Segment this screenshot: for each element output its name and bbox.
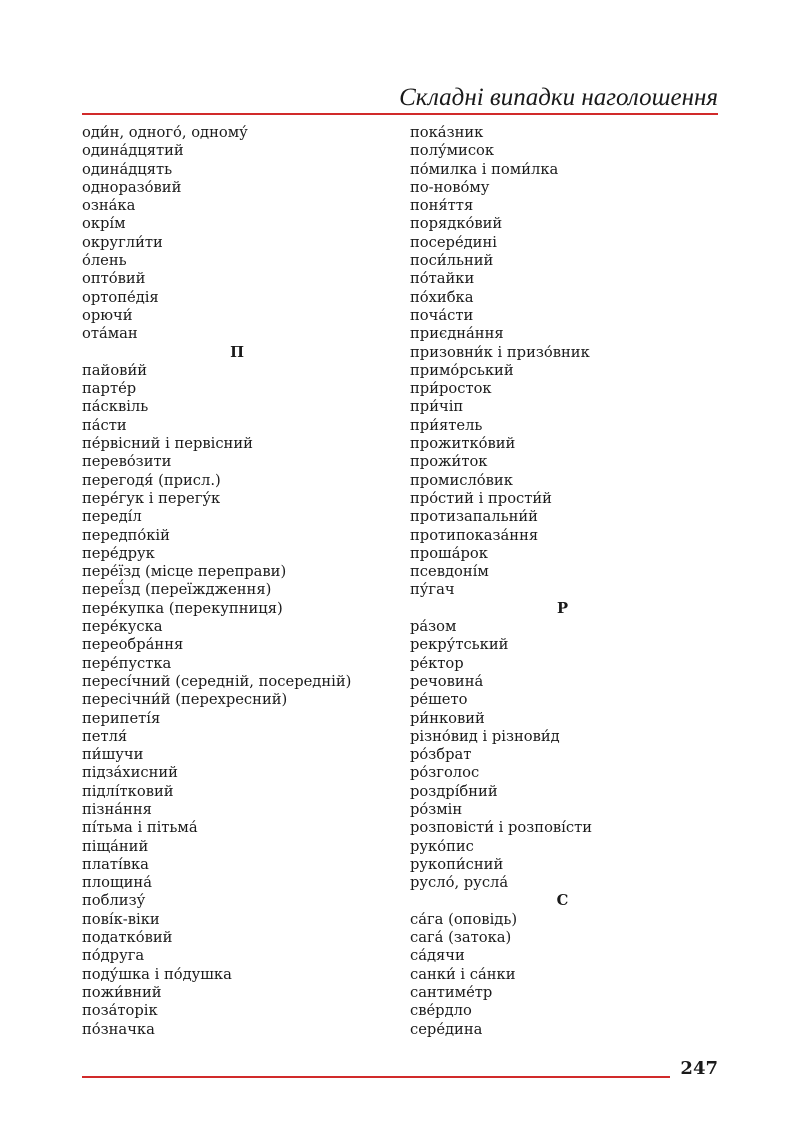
- dictionary-entry: поблизу́: [82, 892, 146, 910]
- dictionary-entry: пе́рвісний і первісний: [82, 435, 253, 453]
- dictionary-entry: руко́пис: [410, 837, 474, 855]
- dictionary-entry: поза́торік: [82, 1002, 158, 1020]
- dictionary-entry: посере́дині: [410, 233, 497, 251]
- dictionary-entry: ро́змін: [410, 800, 463, 818]
- dictionary-entry: округли́ти: [82, 233, 163, 251]
- dictionary-entry: по́милка і поми́лка: [410, 160, 559, 178]
- dictionary-entry: ро́збрат: [410, 746, 472, 764]
- dictionary-entry: проша́рок: [410, 544, 488, 562]
- dictionary-entry: примо́рський: [410, 361, 514, 379]
- dictionary-entry: пересічни́й (перехресний): [82, 691, 288, 709]
- dictionary-entry: поча́сти: [410, 306, 474, 324]
- dictionary-entry: поду́шка і по́душка: [82, 965, 232, 983]
- dictionary-entry: переді́л: [82, 508, 142, 526]
- dictionary-entry: при́ятель: [410, 416, 483, 434]
- dictionary-entry: пока́зник: [410, 124, 484, 141]
- left-column-word-list: [82, 124, 382, 1039]
- dictionary-entry: при́росток: [410, 380, 492, 398]
- dictionary-entry: ра́зом: [410, 618, 457, 636]
- dictionary-entry: протизапальни́й: [410, 508, 538, 526]
- dictionary-entry: сага́ (затока): [410, 929, 512, 947]
- dictionary-entry: переобра́ння: [82, 636, 184, 654]
- dictionary-entry: промисло́вик: [410, 471, 513, 489]
- dictionary-entry: рекру́тський: [410, 636, 509, 654]
- dictionary-entry: одина́дцять: [82, 160, 173, 178]
- dictionary-entry: пі́тьма і пітьма́: [82, 819, 198, 837]
- dictionary-entry: поси́льний: [410, 252, 494, 270]
- letter-heading: П: [230, 343, 244, 361]
- dictionary-entry: све́рдло: [410, 1002, 472, 1020]
- dictionary-entry: роздрі́бний: [410, 782, 498, 800]
- dictionary-entry: па́сквіль: [82, 398, 149, 416]
- dictionary-entry: са́га (оповідь): [410, 910, 518, 928]
- dictionary-entry: полу́мисок: [410, 142, 495, 160]
- dictionary-entry: площина́: [82, 874, 152, 892]
- dictionary-entry: речовина́: [410, 672, 484, 690]
- dictionary-entry: пізна́ння: [82, 800, 152, 818]
- dictionary-entry: ри́нковий: [410, 709, 485, 727]
- dictionary-entry: піща́ний: [82, 837, 149, 855]
- dictionary-entry: порядко́вий: [410, 215, 503, 233]
- dictionary-entry: ре́ктор: [410, 654, 464, 672]
- letter-heading: С: [556, 892, 569, 910]
- dictionary-entry: пові́к-віки: [82, 910, 160, 928]
- dictionary-entry: перево́зити: [82, 453, 172, 471]
- dictionary-entry: передпо́кій: [82, 526, 170, 544]
- dictionary-entry: парте́р: [82, 380, 137, 398]
- dictionary-entry: по́значка: [82, 1020, 155, 1038]
- dictionary-entry: підлі́тковий: [82, 782, 174, 800]
- dictionary-entry: псевдоні́м: [410, 563, 489, 581]
- dictionary-entry: орючи́: [82, 306, 133, 324]
- dictionary-entry: окрі́м: [82, 215, 126, 233]
- dictionary-entry: са́дячи: [410, 947, 465, 965]
- dictionary-entry: приєдна́ння: [410, 325, 504, 343]
- dictionary-entry: одина́дцятий: [82, 142, 184, 160]
- dictionary-entry: при́чіп: [410, 398, 464, 416]
- dictionary-entry: протипоказа́ння: [410, 526, 539, 544]
- dictionary-entry: русло́, русла́: [410, 874, 509, 892]
- dictionary-entry: пере́друк: [82, 544, 155, 562]
- page-number: 247: [680, 1058, 718, 1079]
- dictionary-entry: поня́ття: [410, 197, 474, 215]
- dictionary-entry: опто́вий: [82, 270, 146, 288]
- dictionary-entry: пересі́чний (середній, посередній): [82, 672, 352, 690]
- dictionary-entry: пу́гач: [410, 581, 455, 599]
- dictionary-entry: пере́купка (перекупниця): [82, 599, 283, 617]
- dictionary-entry: про́стий і прости́й: [410, 489, 552, 507]
- dictionary-entry: переї́зд (переїждження): [82, 581, 272, 599]
- dictionary-entry: ре́шето: [410, 691, 468, 709]
- dictionary-entry: сантиме́тр: [410, 983, 493, 1001]
- running-header-title: Складні випадки наголошення: [399, 84, 718, 111]
- dictionary-entry: пере́пустка: [82, 654, 172, 672]
- dictionary-entry: податко́вий: [82, 929, 173, 947]
- dictionary-entry: платі́вка: [82, 855, 149, 873]
- dictionary-entry: пере́їзд (місце переправи): [82, 563, 287, 581]
- dictionary-entry: одноразо́вий: [82, 178, 182, 196]
- dictionary-entry: пере́гук і перегу́к: [82, 489, 221, 507]
- dictionary-entry: ро́зголос: [410, 764, 480, 782]
- dictionary-entry: перипеті́я: [82, 709, 161, 727]
- dictionary-entry: по́тайки: [410, 270, 475, 288]
- dictionary-entry: санки́ і са́нки: [410, 965, 516, 983]
- dictionary-entry: розповісти́ і розпові́сти: [410, 819, 593, 837]
- dictionary-entry: перегодя́ (присл.): [82, 471, 221, 489]
- right-column-word-list: [410, 124, 720, 1039]
- dictionary-entry: різно́вид і різнови́д: [410, 727, 560, 745]
- dictionary-entry: по́друга: [82, 947, 145, 965]
- dictionary-entry: прожи́ток: [410, 453, 488, 471]
- dictionary-entry: призовни́к і призо́вник: [410, 343, 590, 361]
- dictionary-entry: пайови́й: [82, 361, 148, 379]
- dictionary-entry: рукопи́сний: [410, 855, 504, 873]
- dictionary-entry: по-ново́му: [410, 178, 490, 196]
- header-divider: [82, 113, 718, 115]
- dictionary-entry: петля́: [82, 727, 128, 745]
- dictionary-entry: прожитко́вий: [410, 435, 516, 453]
- dictionary-entry: о́лень: [82, 252, 127, 270]
- dictionary-entry: пере́куска: [82, 618, 163, 636]
- letter-heading: Р: [556, 599, 569, 617]
- dictionary-entry: па́сти: [82, 416, 127, 434]
- dictionary-entry: оди́н, одного́, одному́: [82, 124, 248, 141]
- dictionary-entry: підза́хисний: [82, 764, 178, 782]
- dictionary-entry: сере́дина: [410, 1020, 483, 1038]
- dictionary-entry: пи́шучи: [82, 746, 144, 764]
- footer-divider: [82, 1076, 670, 1078]
- dictionary-entry: озна́ка: [82, 197, 136, 215]
- dictionary-entry: ортопе́дія: [82, 288, 159, 306]
- dictionary-entry: ота́ман: [82, 325, 138, 343]
- dictionary-entry: пожи́вний: [82, 983, 162, 1001]
- dictionary-entry: по́хибка: [410, 288, 474, 306]
